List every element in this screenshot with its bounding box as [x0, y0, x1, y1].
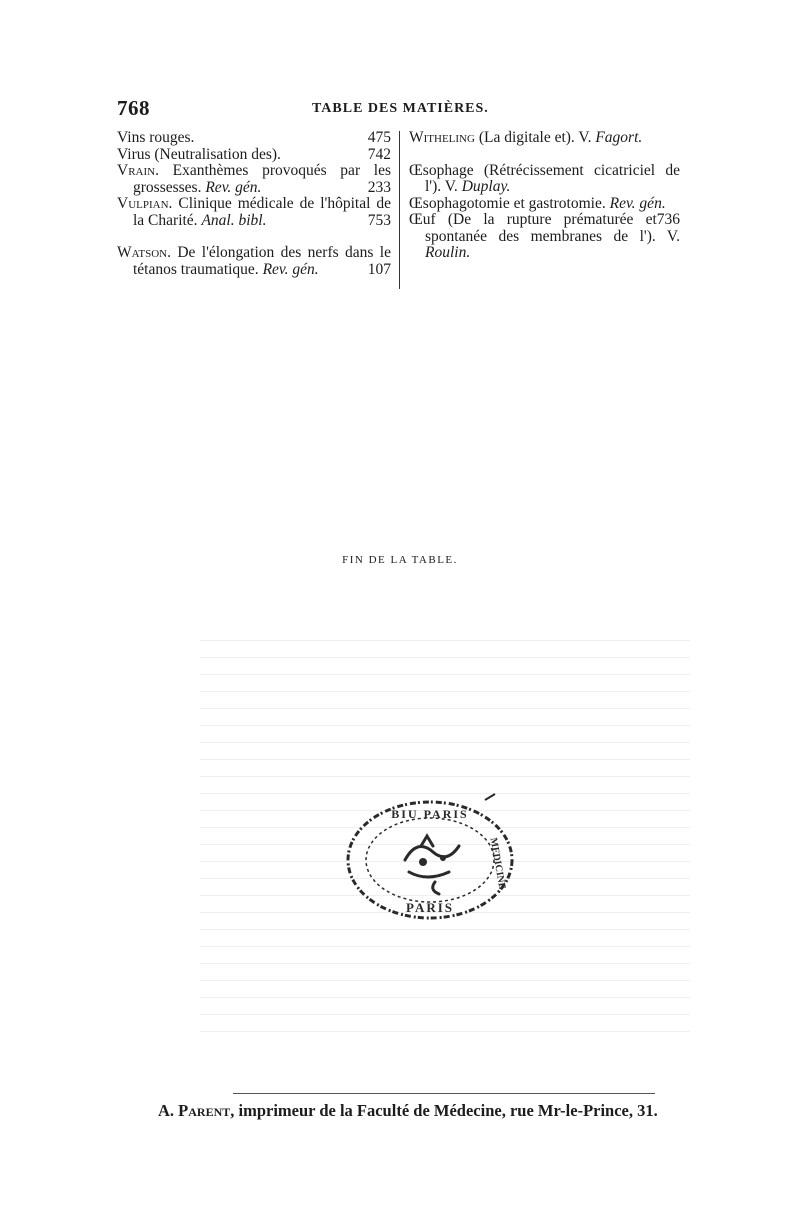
- entry-text: Œsophagotomie et gastrotomie.: [409, 194, 610, 212]
- stamp-top-text: BIU PARIS: [391, 807, 469, 821]
- entry-page: 736: [656, 211, 680, 228]
- index-column-left: [117, 130, 391, 278]
- entry-reference: Rev. gén.: [262, 260, 319, 278]
- entry-text: De l'élongation des nerfs dans le tétanos traumatique.: [133, 244, 391, 278]
- stamp-side-text: MEDICINE: [487, 836, 508, 891]
- entry-text: Clinique médicale de l'hôpital de la Charité.: [133, 195, 391, 229]
- entry-text: Virus (Neutralisation des).: [117, 145, 281, 163]
- page-number: 768: [117, 96, 150, 120]
- printer-address: imprimeur de la Faculté de Médecine, rue Mr-le-Prince, 31.: [234, 1101, 658, 1120]
- entry-reference: Fagort.: [595, 129, 643, 146]
- index-entry: [409, 212, 680, 262]
- printer-imprint: [158, 1101, 658, 1121]
- entry-author: Vulpian.: [117, 195, 173, 212]
- footer-rule: [233, 1093, 655, 1094]
- entry-page: 475: [367, 129, 391, 146]
- entry-text: Vins rouges.: [117, 129, 195, 146]
- entry-reference: Rev. gén.: [205, 178, 262, 196]
- index-column-right: [409, 130, 680, 262]
- entry-text: Œuf (De la rupture prématurée et spontanée des membranes de l'). V.: [409, 211, 680, 245]
- stamp-bottom-text: PARIS: [405, 900, 455, 915]
- entry-page: 233: [367, 178, 391, 196]
- entry-text: (La digitale et). V.: [474, 129, 596, 146]
- entry-page: 742: [367, 145, 391, 163]
- index-entry: [117, 130, 391, 147]
- entry-reference: Anal. bibl.: [201, 211, 267, 229]
- end-of-table-note: FIN DE LA TABLE.: [342, 554, 458, 566]
- index-entry: [117, 147, 391, 164]
- index-entry: [117, 163, 391, 196]
- index-entry: [117, 245, 391, 278]
- library-stamp: [335, 790, 525, 930]
- entry-reference: Rev. gén.: [609, 194, 666, 212]
- running-title: TABLE DES MATIÈRES.: [312, 101, 489, 116]
- printer-name: A. Parent,: [158, 1101, 235, 1120]
- entry-page: 753: [367, 211, 391, 229]
- entry-reference: Duplay.: [461, 178, 511, 195]
- column-divider: [399, 131, 400, 289]
- stamp-seal-icon: [335, 790, 525, 930]
- entry-reference: Roulin.: [425, 244, 471, 261]
- index-entry: [409, 163, 680, 196]
- entry-author: Witheling: [409, 129, 475, 146]
- entry-author: Watson.: [117, 244, 171, 261]
- entry-author: Vrain.: [117, 162, 159, 179]
- entry-text: Œsophage (Rétrécissement cicatriciel de l'). V.: [409, 161, 680, 195]
- entry-page: 107: [367, 260, 391, 278]
- entry-text: Exanthèmes provoqués par les grossesses.: [133, 162, 391, 196]
- index-entry: [117, 196, 391, 229]
- index-entry: [409, 130, 680, 147]
